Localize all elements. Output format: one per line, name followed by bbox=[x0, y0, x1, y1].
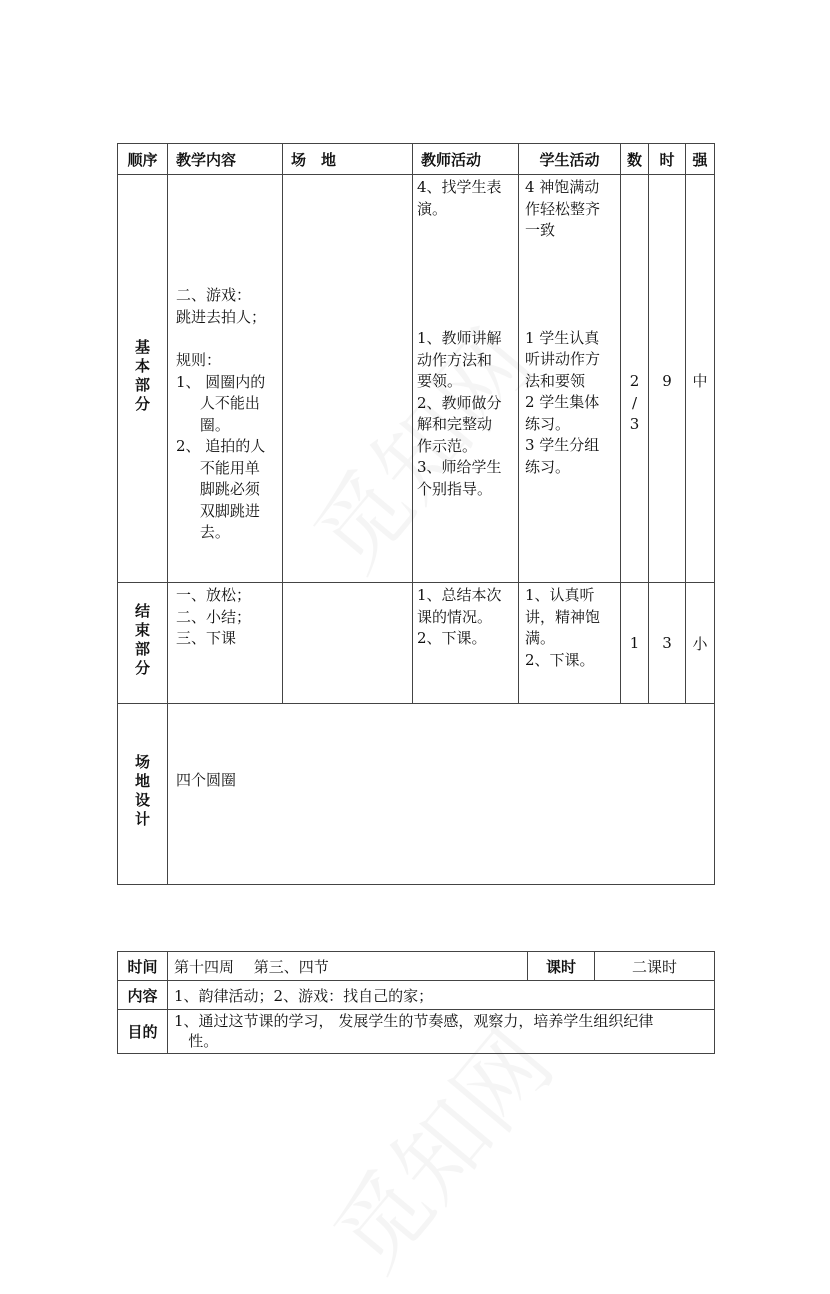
basic-intensity-cell bbox=[686, 175, 715, 583]
basic-teacher-cell bbox=[413, 175, 519, 583]
header-student: 学生活动 bbox=[519, 144, 621, 175]
text-line: 听讲动作方 bbox=[525, 350, 601, 368]
text-line: 练习。 bbox=[525, 414, 571, 433]
text-line: / bbox=[631, 393, 638, 412]
text-line: 二、小结； bbox=[176, 607, 252, 626]
hours-value: 二课时 bbox=[595, 952, 715, 981]
text-line: 3 bbox=[629, 415, 640, 433]
time-label: 时间 bbox=[118, 952, 168, 981]
text-line: 二、游戏： bbox=[176, 286, 252, 304]
header-intensity: 强 bbox=[686, 144, 715, 175]
basic-section-text: 基本部分 bbox=[133, 338, 151, 415]
basic-section-label bbox=[118, 175, 168, 583]
text-line: 去。 bbox=[176, 523, 230, 541]
text-line: 圈。 bbox=[176, 415, 230, 434]
ending-section-label bbox=[118, 583, 168, 704]
text-line: 9 bbox=[662, 372, 672, 390]
text-line: 2、 追拍的人 bbox=[176, 437, 266, 455]
text-line: 课的情况。 bbox=[417, 607, 493, 626]
text-line: 2、下课。 bbox=[525, 650, 595, 669]
header-content: 教学内容 bbox=[168, 144, 283, 175]
text-line: 4、找学生表 bbox=[417, 178, 502, 196]
text-line: 演。 bbox=[417, 199, 448, 218]
text-line: 人不能出 bbox=[176, 394, 260, 412]
text-line: 4 神饱满动 bbox=[525, 178, 600, 196]
info-table bbox=[117, 951, 715, 1054]
header-teacher: 教师活动 bbox=[413, 144, 519, 175]
text-line: 1、认真听 bbox=[525, 586, 595, 604]
text-line: 1 学生认真 bbox=[525, 328, 600, 347]
venue-row bbox=[118, 704, 715, 885]
header-row bbox=[118, 144, 715, 175]
text-line: 要领。 bbox=[417, 372, 463, 390]
venue-section-text: 场地设计 bbox=[133, 754, 151, 830]
ending-row bbox=[118, 583, 715, 704]
text-line: 规则： bbox=[176, 351, 222, 369]
text-line: 1、通过这节课的学习， 发展学生的节奏感，观察力，培养学生组织纪律 bbox=[174, 1012, 654, 1030]
basic-student-cell bbox=[519, 175, 621, 583]
basic-time-cell bbox=[649, 175, 686, 583]
ending-teacher-cell bbox=[413, 583, 519, 704]
text-line: 双脚跳进 bbox=[176, 501, 260, 520]
text-line: 性。 bbox=[174, 1032, 219, 1050]
text-line: 动作方法和 bbox=[417, 350, 493, 369]
text-line: 中 bbox=[692, 372, 708, 390]
text-line: 不能用单 bbox=[176, 458, 260, 477]
text-line: 2、下课。 bbox=[417, 629, 487, 647]
ending-student-cell bbox=[519, 583, 621, 704]
time-row bbox=[118, 952, 715, 981]
basic-content-cell bbox=[168, 175, 283, 583]
text-line: 作示范。 bbox=[417, 436, 478, 455]
content-label: 内容 bbox=[118, 981, 168, 1010]
text-line: 法和要领 bbox=[525, 371, 586, 390]
text-line: 满。 bbox=[525, 629, 556, 647]
text-line: 解和完整动 bbox=[417, 415, 493, 433]
content-row bbox=[118, 981, 715, 1010]
text-line: 1、教师讲解 bbox=[417, 329, 502, 347]
content-value: 1、韵律活动；2、游戏：找自己的家； bbox=[168, 981, 715, 1010]
text-line: 2 bbox=[629, 372, 640, 390]
text-line: 作轻松整齐 bbox=[525, 199, 601, 218]
header-order: 顺序 bbox=[118, 144, 168, 175]
ending-venue-cell bbox=[283, 583, 413, 704]
text-line: 练习。 bbox=[525, 457, 571, 476]
header-time: 时 bbox=[649, 144, 686, 175]
venue-content-cell bbox=[168, 704, 715, 885]
ending-section-text: 结束部分 bbox=[133, 603, 151, 679]
time-value: 第十四周 第三、四节 bbox=[168, 952, 528, 981]
text-line: 个别指导。 bbox=[417, 479, 493, 498]
text-line: 2 学生集体 bbox=[525, 393, 600, 411]
header-venue: 场 地 bbox=[283, 144, 413, 175]
text-line: 三、下课 bbox=[176, 629, 237, 647]
goal-row bbox=[118, 1010, 715, 1054]
venue-section-label bbox=[118, 704, 168, 885]
text-line: 一致 bbox=[525, 221, 556, 239]
goal-label: 目的 bbox=[118, 1010, 168, 1054]
basic-row bbox=[118, 175, 715, 583]
basic-venue-cell bbox=[283, 175, 413, 583]
text-line: 讲，精神饱 bbox=[525, 607, 601, 626]
ending-count-cell: 1 bbox=[621, 583, 649, 704]
text-line: 脚跳必须 bbox=[176, 480, 260, 498]
text-line: 1、总结本次 bbox=[417, 586, 502, 604]
header-count: 数 bbox=[621, 144, 649, 175]
text-line: 2、教师做分 bbox=[417, 393, 502, 412]
hours-label: 课时 bbox=[528, 952, 595, 981]
goal-value bbox=[168, 1010, 715, 1054]
ending-time-cell: 3 bbox=[649, 583, 686, 704]
ending-intensity-cell: 小 bbox=[686, 583, 715, 704]
text-line: 1、 圆圈内的 bbox=[176, 372, 266, 391]
text-line: 跳进去拍人； bbox=[176, 307, 267, 326]
text-line: 3 学生分组 bbox=[525, 436, 600, 454]
lesson-table bbox=[117, 143, 715, 885]
text-line: 一、放松； bbox=[176, 586, 252, 604]
text-line: 四个圆圈 bbox=[176, 771, 237, 789]
basic-count-cell bbox=[621, 175, 649, 583]
ending-content-cell bbox=[168, 583, 283, 704]
text-line: 3、师给学生 bbox=[417, 458, 502, 476]
